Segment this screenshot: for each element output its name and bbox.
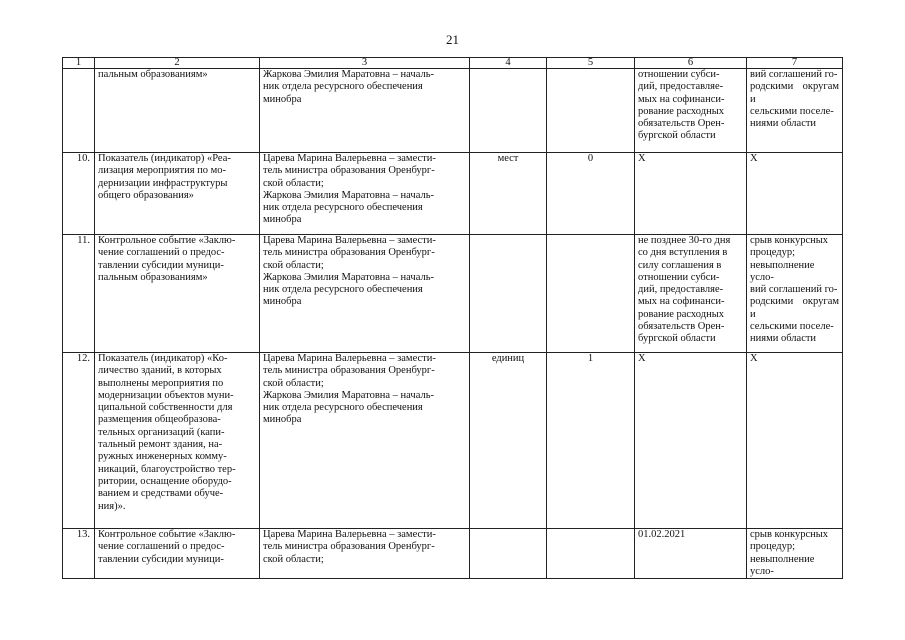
cell-row-number xyxy=(63,235,95,353)
column-number: 5 xyxy=(547,58,635,69)
cell-text-line: X xyxy=(638,353,646,364)
cell-text-line: отношении субси- xyxy=(638,69,720,80)
cell-text-line: процедур; xyxy=(750,541,796,553)
cell-row-number xyxy=(63,529,95,579)
cell-responsible xyxy=(260,529,470,579)
cell-text: единиц xyxy=(491,353,525,364)
cell-text-line: сельскими поселе- xyxy=(750,105,834,117)
cell-text-line: никаций, благоустройство тер- xyxy=(98,463,236,475)
cell-text-line: тельных организаций (капи- xyxy=(98,426,225,438)
cell-text-line: Жаркова Эмилия Маратовна – началь- xyxy=(263,271,434,283)
cell-row-number xyxy=(63,153,95,235)
cell-text-line: тель министра образования Оренбург- xyxy=(263,365,435,377)
cell-text-line: чение соглашений о предос- xyxy=(98,541,225,553)
cell-text-line: ритории, оснащение оборудо- xyxy=(98,475,232,487)
cell-row-number xyxy=(63,353,95,529)
cell-text-line: ник отдела ресурсного обеспечения xyxy=(263,402,423,414)
cell-unit xyxy=(470,153,547,235)
column-number: 1 xyxy=(63,58,95,69)
cell-risk xyxy=(747,353,843,529)
cell-risk xyxy=(747,235,843,353)
cell-text-line: ружных инженерных комму- xyxy=(98,451,227,463)
cell-text-line: ния)». xyxy=(98,500,126,512)
cell-value xyxy=(547,353,635,529)
cell-text-line: вий соглашений го- xyxy=(750,284,838,296)
table-row xyxy=(63,353,843,529)
cell-text-line: X xyxy=(750,353,758,364)
cell-text-line: Жаркова Эмилия Маратовна – началь- xyxy=(263,389,434,401)
cell-value xyxy=(547,69,635,153)
cell-deadline xyxy=(635,153,747,235)
cell-text-line: пальным образованиям» xyxy=(98,271,208,283)
column-number: 4 xyxy=(470,58,547,69)
cell-text-line: Показатель (индикатор) «Ко- xyxy=(98,353,228,364)
cell-indicator-name xyxy=(95,69,260,153)
cell-text-line: ской области; xyxy=(263,259,324,271)
cell-responsible xyxy=(260,69,470,153)
cell-text-line: ниями области xyxy=(750,333,817,345)
cell-text-line: X xyxy=(638,153,646,164)
column-number: 3 xyxy=(260,58,470,69)
cell-text-line: сельскими поселе- xyxy=(750,321,834,333)
cell-text-line: ской области; xyxy=(263,177,324,189)
cell-text-line: 01.02.2021 xyxy=(638,529,686,540)
cell-indicator-name xyxy=(95,353,260,529)
cell-text-line: Контрольное событие «Заклю- xyxy=(98,529,236,540)
cell-text-line: X xyxy=(750,153,758,164)
cell-text-line: обязательств Орен- xyxy=(638,118,725,130)
cell-text-line: не позднее 30-го дня xyxy=(638,235,731,246)
cell-text-line: Царева Марина Валерьевна – замести- xyxy=(263,153,436,164)
column-number: 7 xyxy=(747,58,843,69)
cell-text: 11. xyxy=(77,235,90,246)
cell-text-line: бургской области xyxy=(638,333,716,345)
cell-risk xyxy=(747,529,843,579)
cell-text-line: ник отдела ресурсного обеспечения xyxy=(263,81,423,93)
cell-text-line: личество зданий, в которых xyxy=(98,365,222,377)
cell-text-line: ской области; xyxy=(263,377,324,389)
cell-text-line: тавлении субсидии муници- xyxy=(98,259,224,271)
cell-text-line: Жаркова Эмилия Маратовна – началь- xyxy=(263,189,434,201)
cell-text-line: Царева Марина Валерьевна – замести- xyxy=(263,235,436,246)
cell-unit xyxy=(470,235,547,353)
cell-text-line: со дня вступления в xyxy=(638,247,728,259)
cell-indicator-name xyxy=(95,153,260,235)
cell-text-line: лизация мероприятия по мо- xyxy=(98,165,227,177)
cell-text-line: чение соглашений о предос- xyxy=(98,247,225,259)
cell-risk xyxy=(747,153,843,235)
table-row xyxy=(63,153,843,235)
cell-text: 0 xyxy=(587,153,594,164)
cell-text-line: тель министра образования Оренбург- xyxy=(263,541,435,553)
cell-text-line: отношении субси- xyxy=(638,271,720,283)
cell-responsible xyxy=(260,235,470,353)
cell-text-line: тель министра образования Оренбург- xyxy=(263,165,435,177)
cell-text-line: срыв конкурсных xyxy=(750,529,829,540)
cell-responsible xyxy=(260,153,470,235)
cell-text: 1 xyxy=(587,353,594,364)
cell-text-line: невыполнение усло- xyxy=(750,553,815,577)
cell-value xyxy=(547,235,635,353)
cell-text-line: Контрольное событие «Заклю- xyxy=(98,235,236,246)
cell-value xyxy=(547,529,635,579)
cell-text-line: родскими округам и xyxy=(750,296,839,320)
cell-text-line: Показатель (индикатор) «Реа- xyxy=(98,153,231,164)
cell-risk xyxy=(747,69,843,153)
plan-table xyxy=(62,57,843,579)
cell-text-line: ник отдела ресурсного обеспечения xyxy=(263,202,423,214)
cell-responsible xyxy=(260,353,470,529)
cell-text-line: дий, предоставляе- xyxy=(638,284,724,296)
cell-text: мест xyxy=(497,153,519,164)
cell-text-line: мых на софинанси- xyxy=(638,93,725,105)
cell-text-line: бургской области xyxy=(638,130,716,142)
cell-unit xyxy=(470,69,547,153)
cell-indicator-name xyxy=(95,529,260,579)
cell-unit xyxy=(470,353,547,529)
cell-text: 13. xyxy=(76,529,90,540)
cell-text-line: ник отдела ресурсного обеспечения xyxy=(263,284,423,296)
cell-text-line: силу соглашения в xyxy=(638,259,722,271)
page-number: 21 xyxy=(446,32,459,47)
cell-text-line: Царева Марина Валерьевна – замести- xyxy=(263,353,436,364)
cell-text-line: модернизации объектов муни- xyxy=(98,389,234,401)
cell-deadline xyxy=(635,529,747,579)
cell-unit xyxy=(470,529,547,579)
cell-text: 10. xyxy=(76,153,90,164)
cell-text-line: размещения общеобразова- xyxy=(98,414,221,426)
cell-text-line: рование расходных xyxy=(638,105,724,117)
cell-text-line: родскими округам и xyxy=(750,81,839,105)
cell-text-line: минобра xyxy=(263,296,302,308)
cell-text-line: вий соглашений го- xyxy=(750,69,838,80)
table-row xyxy=(63,235,843,353)
cell-text-line: процедур; xyxy=(750,247,796,259)
cell-text-line: общего образования» xyxy=(98,189,194,201)
column-number: 2 xyxy=(95,58,260,69)
cell-text-line: Жаркова Эмилия Маратовна – началь- xyxy=(263,69,434,80)
cell-text-line: выполнены мероприятия по xyxy=(98,377,224,389)
cell-value xyxy=(547,153,635,235)
cell-row-number xyxy=(63,69,95,153)
cell-text-line: рование расходных xyxy=(638,308,724,320)
cell-text-line: срыв конкурсных xyxy=(750,235,829,246)
column-number: 6 xyxy=(635,58,747,69)
table-row xyxy=(63,529,843,579)
cell-text-line: минобра xyxy=(263,93,302,105)
cell-deadline xyxy=(635,69,747,153)
cell-text-line: ниями области xyxy=(750,118,817,130)
cell-text-line: обязательств Орен- xyxy=(638,321,725,333)
cell-text-line: ципальной собственности для xyxy=(98,402,233,414)
cell-deadline xyxy=(635,235,747,353)
cell-text-line: дий, предоставляе- xyxy=(638,81,724,93)
cell-text-line: дернизации инфраструктуры xyxy=(98,177,228,189)
cell-deadline xyxy=(635,353,747,529)
cell-text-line: ванием и средствами обуче- xyxy=(98,488,224,500)
cell-text: 12. xyxy=(76,353,90,364)
cell-text-line: невыполнение усло- xyxy=(750,259,815,283)
cell-text-line: тавлении субсидии муници- xyxy=(98,553,224,565)
table-body xyxy=(63,69,843,579)
cell-text-line: минобра xyxy=(263,214,302,226)
cell-text-line: Царева Марина Валерьевна – замести- xyxy=(263,529,436,540)
cell-indicator-name xyxy=(95,235,260,353)
cell-text-line: ской области; xyxy=(263,553,324,565)
cell-text-line: тель министра образования Оренбург- xyxy=(263,247,435,259)
cell-text-line: минобра xyxy=(263,414,302,426)
column-number-row xyxy=(63,58,843,69)
cell-text-line: пальным образованиям» xyxy=(98,69,208,80)
table-row xyxy=(63,69,843,153)
cell-text-line: мых на софинанси- xyxy=(638,296,725,308)
cell-text-line: тальный ремонт здания, на- xyxy=(98,439,223,451)
